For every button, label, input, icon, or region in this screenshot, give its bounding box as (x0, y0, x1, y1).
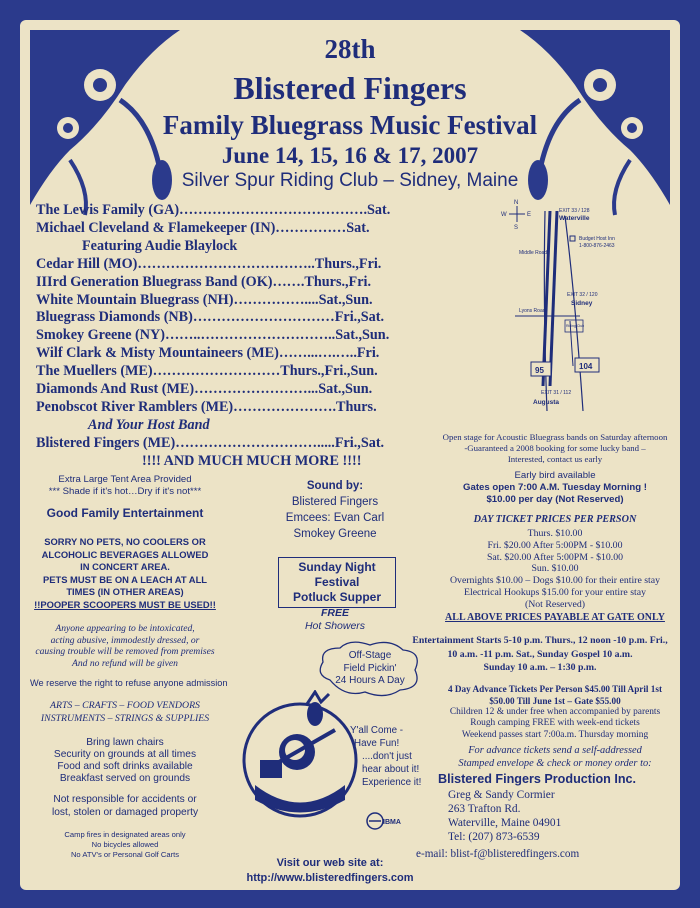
amenity-line: Security on grounds at all times (53, 749, 197, 760)
advance-tickets: 4 Day Advance Tickets Per Person $45.00 Till April 1st (447, 684, 663, 694)
price-line: Overnights $10.00 – Dogs $10.00 for their entire stay (449, 575, 661, 587)
lineup-item: Cedar Hill (MO)………………………………..Thurs.,Fri. (36, 255, 382, 272)
company-name: Blistered Fingers Production Inc. (438, 772, 637, 786)
ibma-logo-icon (366, 812, 402, 830)
price-line: Sat. $20.00 After 5:00PM - $10.00 (486, 551, 624, 563)
amenity-line: Bring lawn chairs (86, 737, 164, 748)
entertainment-line: 10 a.m. -11 p.m. Sat., Sunday Gospel 10 a.m. (447, 648, 633, 660)
rule-line: IN CONCERT AREA. (80, 561, 170, 573)
lineup-item: Bluegrass Diamonds (NB)…………………………Fri.,Sat. (36, 309, 384, 326)
yall-line: Y'all Come - (350, 725, 404, 736)
festival-title: Blistered Fingers (233, 70, 467, 106)
potluck-line: Potluck Supper (292, 590, 381, 604)
advance-note: Children 12 & under free when accompanied by parents (449, 707, 661, 717)
lineup-item: Michael Cleveland & Flamekeeper (IN)……………Sat. (36, 219, 370, 236)
rule-line: ALCOHOLIC BEVERAGES ALLOWED (41, 548, 209, 560)
intox-line: And no refund will be given (72, 657, 178, 669)
route-104-sign: 104 (579, 362, 593, 371)
sidney-label: Sidney (571, 300, 593, 307)
address-line: Waterville, Maine 04901 (448, 817, 562, 829)
good-family: Good Family Entertainment (46, 506, 204, 520)
exit-mid-label: EXIT 32 / 120 (567, 292, 598, 298)
augusta-label: Augusta (533, 399, 559, 406)
vendors-line: INSTRUMENTS – STRINGS & SUPPLIES (40, 712, 210, 724)
sound-by: Blistered Fingers (291, 496, 379, 508)
showers-label: Hot Showers (304, 620, 366, 632)
early-bird: Early bird available (514, 470, 596, 481)
price-line: Sun. $10.00 (531, 563, 579, 575)
rule-line: TIMES (IN OTHER AREAS) (66, 586, 184, 598)
early-price: $10.00 per day (Not Reserved) (486, 494, 624, 505)
notresp-line: Not responsible for accidents or (53, 794, 197, 805)
payable-at-gate: ALL ABOVE PRICES PAYABLE AT GATE ONLY (445, 612, 665, 623)
budget-phone: 1-800-876-2463 (579, 243, 615, 249)
fine-print-line: No bicycles allowed (91, 840, 159, 849)
intox-line: causing trouble will be removed from premises (35, 646, 215, 658)
open-stage-line: Open stage for Acoustic Bluegrass bands on Saturday afternoon (442, 432, 668, 442)
exit-bottom-label: EXIT 31 / 112 (541, 390, 572, 396)
festival-subtitle: Family Bluegrass Music Festival (162, 110, 538, 140)
price-line: Electrical Hookups $15.00 for your entire stay (463, 586, 646, 598)
fiddler-mascot-icon (235, 690, 365, 820)
reserve-right: We reserve the right to refuse anyone admission (30, 678, 228, 688)
directions-map (495, 196, 665, 411)
waterville-label: Waterville (559, 215, 590, 222)
lineup-item: Penobscot River Ramblers (ME)………………….Thurs. (36, 398, 377, 415)
lineup-item: !!!! AND MUCH MUCH MORE !!!! (142, 452, 362, 469)
entertainment-line: Sunday 10 a.m. – 1:30 p.m. (483, 662, 597, 674)
send-line: For advance tickets send a self-addressed (468, 745, 642, 756)
address-line: 263 Trafton Rd. (448, 803, 521, 815)
lineup-item: Smokey Greene (NY)……..………………………..Sat.,Sun. (36, 327, 390, 344)
rule-line: SORRY NO PETS, NO COOLERS OR (44, 536, 206, 547)
free-label: FREE (320, 607, 349, 619)
tent-shade: *** Shade if it's hot…Dry if it's not*** (48, 486, 202, 497)
lineup-item: Featuring Audie Blaylock (82, 237, 238, 254)
lineup-item: And Your Host Band (88, 416, 210, 433)
email-link[interactable]: e-mail: blist-f@blisteredfingers.com (416, 848, 580, 860)
potluck-line: Sunday Night Festival (298, 560, 376, 589)
compass-n: N (514, 200, 519, 206)
day-ticket-title: DAY TICKET PRICES PER PERSON (473, 514, 637, 525)
riding-club-label: Riding Club (566, 324, 585, 328)
sound-label: Sound by: (306, 480, 364, 492)
notresp-line: lost, stolen or damaged property (51, 806, 199, 818)
festival-dates: June 14, 15, 16 & 17, 2007 (221, 143, 479, 168)
rule-line: PETS MUST BE ON A LEACH AT ALL (42, 573, 208, 585)
cloud-line: Field Pickin' (343, 662, 397, 674)
gates-open: Gates open 7:00 A.M. Tuesday Morning ! (463, 482, 647, 493)
address-line: Greg & Sandy Cormier (448, 789, 555, 801)
edition: 28th (324, 34, 376, 64)
cloud-line: Off-Stage (348, 650, 392, 661)
emcees: Emcees: Evan Carl (285, 512, 385, 524)
price-line: Fri. $20.00 After 5:00PM - $10.00 (487, 539, 623, 551)
compass-s: S (514, 225, 519, 231)
intox-line: Anyone appearing to be intoxicated, (55, 623, 195, 634)
open-stage-line: -Guaranteed a 2008 booking for some lucky band – (464, 443, 646, 453)
lineup-item: The Lewis Family (GA)………………………………….Sat. (36, 202, 391, 218)
open-stage-line: Interested, contact us early (507, 454, 603, 464)
advance-tickets-2: $50.00 Till June 1st – Gate $55.00 (489, 695, 621, 706)
route-95-sign: 95 (535, 366, 544, 375)
lyons-road-label: Lyons Road (519, 308, 546, 314)
exit-top-label: EXIT 33 / 128 (559, 208, 590, 214)
lineup-item: IIIrd Generation Bluegrass Band (OK)…….Thurs.,Fri. (36, 273, 372, 290)
potluck-box (278, 557, 396, 608)
lineup-item: Blistered Fingers (ME)………………………….....Fri.,Sat. (36, 434, 385, 451)
fine-print-line: No ATV's or Personal Golf Carts (70, 850, 180, 859)
middle-road-label: Middle Road (519, 250, 548, 256)
send-line: Stamped envelope & check or money order to: (458, 758, 652, 769)
tent-area: Extra Large Tent Area Provided (58, 474, 192, 485)
price-line: (Not Reserved) (524, 598, 586, 610)
festival-venue: Silver Spur Riding Club – Sidney, Maine (181, 170, 519, 191)
website-url[interactable]: http://www.blisteredfingers.com (246, 872, 414, 884)
lineup-list (36, 202, 390, 471)
budget-label: Budget Host Inn (579, 236, 615, 242)
compass-e: E (527, 212, 532, 218)
pooper-rule: !!POOPER SCOOPERS MUST BE USED!! (34, 598, 216, 610)
vendors-line: ARTS – CRAFTS – FOOD VENDORS (50, 700, 200, 711)
fine-print-line: Camp fires in designated areas only (64, 830, 186, 839)
visit-label: Visit our web site at: (276, 857, 384, 869)
lineup-item: White Mountain Bluegrass (NH)……………....Sat.,Sun. (36, 291, 373, 308)
lineup-item: Wilf Clark & Misty Mountaineers (ME)……...….…..Fri. (36, 345, 380, 362)
intox-line: acting abusive, immodestly dressed, or (50, 634, 200, 646)
phone-line: Tel: (207) 873-6539 (448, 831, 540, 843)
yall-line: Have Fun! (354, 738, 400, 749)
yall-line: ....don't just (362, 751, 412, 762)
amenity-line: Breakfast served on grounds (59, 773, 191, 784)
yall-line: Experience it! (362, 777, 422, 788)
price-line: Thurs. $10.00 (527, 528, 583, 539)
ibma-text: IBMA (383, 819, 401, 826)
lineup-item: Diamonds And Rust (ME)……………………...Sat.,Sun. (36, 381, 373, 398)
advance-note: Rough camping FREE with week-end tickets (470, 718, 640, 729)
yall-line: hear about it! (362, 764, 420, 775)
compass-w: W (501, 212, 507, 218)
lineup-item: The Muellers (ME)………………………Thurs.,Fri.,Sun. (36, 363, 378, 380)
amenity-line: Food and soft drinks available (57, 761, 193, 772)
emcees: Smokey Greene (293, 528, 377, 540)
advance-note: Weekend passes start 7:00a.m. Thursday morning (461, 729, 649, 740)
entertainment-line: Entertainment Starts 5-10 p.m. Thurs., 12 noon -10 p.m. Fri., (412, 635, 668, 646)
cloud-line: 24 Hours A Day (335, 675, 405, 686)
